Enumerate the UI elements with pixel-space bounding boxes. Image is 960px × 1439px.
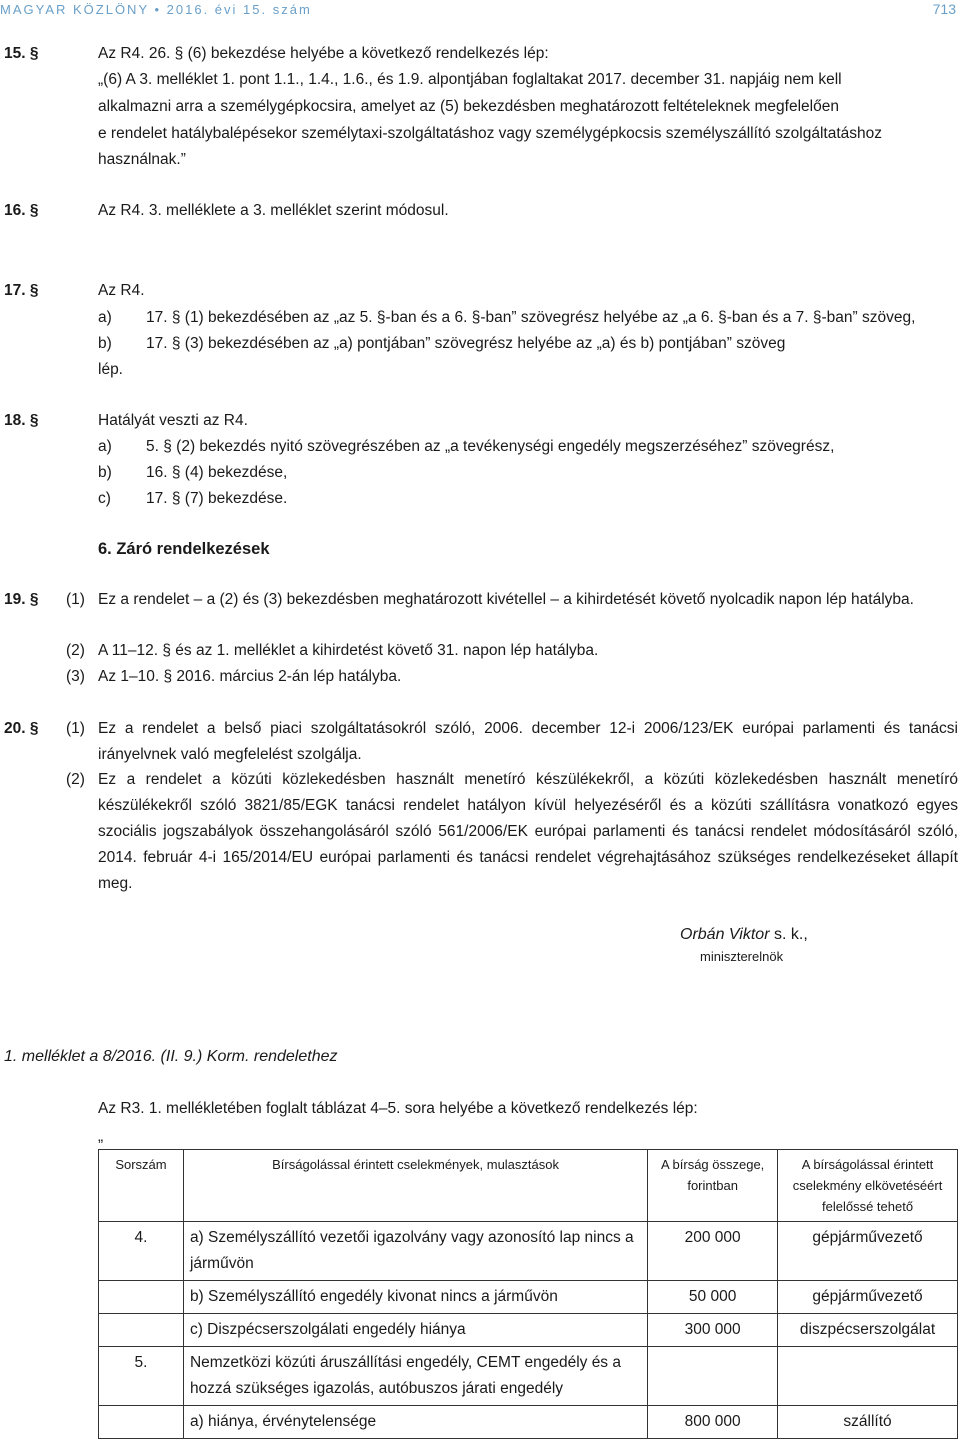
cell-amount: 200 000 — [648, 1222, 778, 1281]
section-18-c-text: 17. § (7) bekezdése. — [146, 490, 288, 507]
cell-liable — [778, 1347, 958, 1406]
section-16-text: Az R4. 3. melléklete a 3. melléklet szerint módosul. — [98, 202, 449, 219]
header-acts: Bírságolással érintett cselekmények, mulasztások — [183, 1150, 647, 1222]
cell-amount — [648, 1347, 778, 1406]
cell-liable: szállító — [778, 1406, 958, 1439]
section-17-b-text: 17. § (3) bekezdésében az „a) pontjában” szövegrész helyébe az „a) és b) pontjában” szöveg — [146, 335, 786, 352]
section-19-p3-label: (3) — [66, 668, 85, 685]
section-18-b-text: 16. § (4) bekezdése, — [146, 464, 288, 481]
cell-act: a) hiánya, érvénytelensége — [183, 1406, 647, 1439]
section-15-line-1: „(6) A 3. melléklet 1. pont 1.1., 1.4., 1.6., és 1.9. alpontjában foglaltakat 2017. december 31. napjáig nem kell — [98, 71, 842, 88]
table-header-row — [99, 1150, 958, 1222]
cell-liable: gépjárművezető — [778, 1222, 958, 1281]
signature-suffix: s. k., — [769, 926, 808, 943]
section-20-p1-label: (1) — [66, 720, 85, 737]
annex-lead: Az R3. 1. mellékletében foglalt táblázat 4–5. sora helyébe a következő rendelkezés lép: — [98, 1100, 698, 1117]
chapter-heading: 6. Záró rendelkezések — [98, 540, 270, 558]
section-19-p2-label: (2) — [66, 642, 85, 659]
section-17-a-label: a) — [98, 309, 112, 326]
section-15-lead: Az R4. 26. § (6) bekezdése helyébe a következő rendelkezés lép: — [98, 45, 549, 62]
cell-liable: gépjárművezető — [778, 1281, 958, 1314]
section-17-number: 17. § — [4, 282, 39, 299]
header-liable: A bírságolással érintett cselekmény elkövetéséért felelőssé tehető — [778, 1150, 958, 1222]
cell-act: b) Személyszállító engedély kivonat nincs a járművön — [183, 1281, 647, 1314]
fines-table — [98, 1149, 958, 1439]
section-20-p1-text: Ez a rendelet a belső piaci szolgáltatásokról szóló, 2006. december 12-i 2006/123/EK európai parlamenti és tanácsi irányelvnek való megfelelést szolgálja. — [98, 720, 958, 763]
cell-serial — [99, 1281, 184, 1314]
table-row — [99, 1222, 958, 1281]
section-17-lead: Az R4. — [98, 282, 145, 299]
section-20-p2-label: (2) — [66, 771, 85, 788]
signature-name: Orbán Viktor — [680, 926, 770, 943]
section-17-b-label: b) — [98, 335, 112, 352]
page-header — [0, 0, 960, 28]
section-18-a-label: a) — [98, 438, 112, 455]
section-20-number: 20. § — [4, 720, 39, 737]
signature-title: miniszterelnök — [700, 949, 784, 964]
cell-act: c) Diszpécserszolgálati engedély hiánya — [183, 1314, 647, 1347]
section-19-p2-text: A 11–12. § és az 1. melléklet a kihirdetést követő 31. napon lép hatályba. — [98, 642, 599, 659]
cell-act: a) Személyszállító vezetői igazolvány vagy azonosító lap nincs a járművön — [183, 1222, 647, 1281]
table-row — [99, 1281, 958, 1314]
cell-serial: 5. — [99, 1347, 184, 1406]
section-16-number: 16. § — [4, 202, 39, 219]
page-number: 713 — [932, 1, 956, 17]
section-18-lead: Hatályát veszti az R4. — [98, 412, 248, 429]
header-serial: Sorszám — [99, 1150, 184, 1222]
cell-amount: 50 000 — [648, 1281, 778, 1314]
section-17-tail: lép. — [98, 361, 123, 378]
annex-title: 1. melléklet a 8/2016. (II. 9.) Korm. rendelethez — [4, 1048, 338, 1065]
annex-opening-quote: „ — [98, 1128, 104, 1145]
table-row — [99, 1406, 958, 1439]
cell-amount: 800 000 — [648, 1406, 778, 1439]
section-15-line-4: használnak.” — [98, 151, 186, 168]
cell-liable: diszpécserszolgálat — [778, 1314, 958, 1347]
section-18-number: 18. § — [4, 412, 39, 429]
journal-title: MAGYAR KÖZLÖNY • 2016. évi 15. szám — [0, 2, 312, 17]
cell-act: Nemzetközi közúti áruszállítási engedély, CEMT engedély és a hozzá szükséges igazolás, autóbuszos járati engedély — [183, 1347, 647, 1406]
cell-serial — [99, 1406, 184, 1439]
section-15-line-3: e rendelet hatálybalépésekor személytaxi-szolgáltatáshoz vagy személygépkocsis személyszállító szolgáltatáshoz — [98, 125, 882, 142]
section-20-p2-text: Ez a rendelet a közúti közlekedésben használt menetíró készülékekről, a közúti közlekedésben használt menetíró készülékekről szóló 3821/85/EGK tanácsi rendelet hatályon kívül helyezéséről és a közúti szállításra vonatkozó egyes szociális jogszabályok összehangolásáról szóló 561/2006/EK európai parlamenti és tanácsi rendelet módosításáról szóló, 2014. február 4-i 165/2014/EU európai parlamenti és tanácsi rendelet végrehajtásához szükséges rendelkezéseket állapít meg. — [98, 771, 958, 892]
section-18-c-label: c) — [98, 490, 111, 507]
section-19-p1-label: (1) — [66, 591, 85, 608]
section-19-p1-text: Ez a rendelet – a (2) és (3) bekezdésben meghatározott kivétellel – a kihirdetését követő nyolcadik napon lép hatályba. — [98, 591, 914, 608]
section-17-a-text: 17. § (1) bekezdésében az „az 5. §-ban és a 6. §-ban” szövegrész helyébe az „a 6. §-ban és a 7. §-ban” szöveg, — [146, 309, 916, 326]
cell-serial — [99, 1314, 184, 1347]
table-row — [99, 1347, 958, 1406]
section-15-line-2: alkalmazni arra a személygépkocsira, amelyet az (5) bekezdésben meghatározott feltételeknek megfelelően — [98, 98, 839, 115]
header-amount: A bírság összege, forintban — [648, 1150, 778, 1222]
section-19-number: 19. § — [4, 591, 39, 608]
section-19-p3-text: Az 1–10. § 2016. március 2-án lép hatályba. — [98, 668, 402, 685]
cell-serial: 4. — [99, 1222, 184, 1281]
cell-amount: 300 000 — [648, 1314, 778, 1347]
section-18-a-text: 5. § (2) bekezdés nyitó szövegrészében az „a tevékenységi engedély megszerzéséhez” szövegrész, — [146, 438, 835, 455]
table-row — [99, 1314, 958, 1347]
section-18-b-label: b) — [98, 464, 112, 481]
section-15-number: 15. § — [4, 45, 39, 62]
